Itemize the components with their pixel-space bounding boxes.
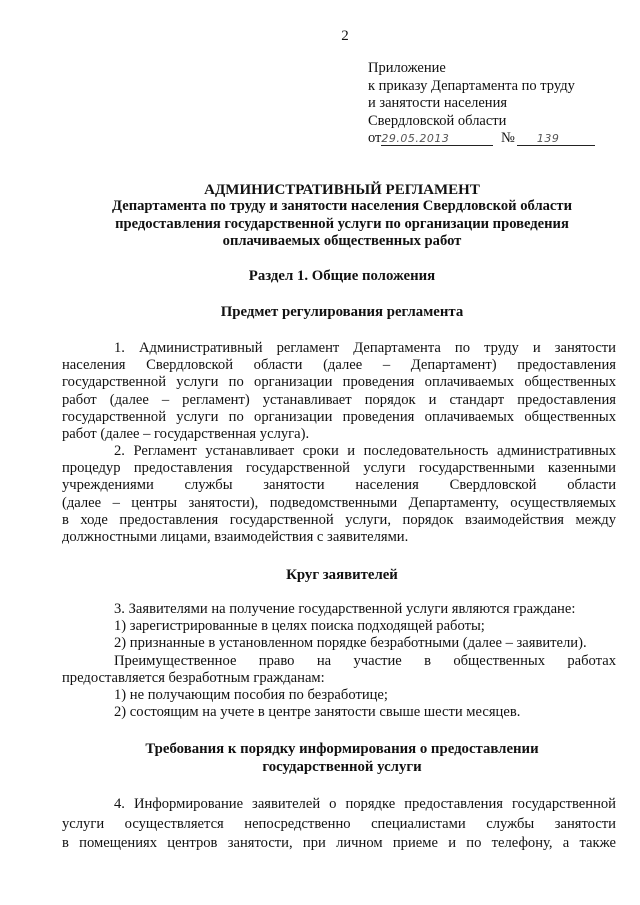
subtitle-line: предоставления государственной услуги по организации проведения [115,215,569,232]
paragraph-line: 3. Заявителями на получение государственной услуги являются граждане: [114,601,576,617]
list-item: 2) признанные в установленном порядке безработными (далее – заявители). [114,635,587,652]
info-heading [62,741,622,776]
applicants-heading: Круг заявителей [286,567,398,583]
paragraph-line: (далее – центры занятости), подведомственными Департаменту, осуществляемых [62,494,616,511]
heading-line: государственной услуги [262,758,422,775]
date-field [381,130,493,146]
paragraph-line: 2. Регламент устанавливает сроки и последовательность административных [114,443,616,459]
page-number: 2 [341,28,349,44]
paragraph-line: процедур предоставления государственной услуги государственными казенными [62,460,616,477]
subtitle-line: оплачиваемых общественных работ [222,233,462,249]
paragraph-line: услуги осуществляется непосредственно специалистами службы занятости [62,815,616,832]
number-handwritten: 139 [536,132,560,146]
paragraph-line: должностными лицами, взаимодействия с заявителями. [62,528,409,545]
appendix-line: Свердловской области [368,112,507,129]
date-prefix: от [368,130,382,147]
subject-heading: Предмет регулирования регламента [220,304,464,320]
list-item: 2) состоящим на учете в центре занятости свыше шести месяцев. [114,704,521,721]
document-subtitle [62,198,622,251]
paragraph-line: в помещениях центров занятости, при личном приеме и по телефону, а также [62,835,616,851]
appendix-date-line [368,130,595,148]
heading-line: Требования к порядку информирования о предоставлении [145,741,539,757]
paragraph-2 [62,443,616,546]
appendix-line: и занятости населения [368,95,507,112]
appendix-block [368,60,595,148]
paragraph-line: в ходе предоставления государственной услуги, порядок взаимодействия между [62,511,616,528]
appendix-line: к приказу Департамента по труду [368,77,575,94]
list-item: 1) не получающим пособия по безработице; [114,686,388,703]
document-title: АДМИНИСТРАТИВНЫЙ РЕГЛАМЕНТ [204,182,480,198]
number-field [517,130,595,146]
paragraph-line: 4. Информирование заявителей о порядке предоставления государственной [114,796,616,812]
paragraph-line: населения Свердловской области (далее – Департамент) предоставления [62,357,616,374]
paragraph-line: предоставляется безработным гражданам: [62,669,325,686]
paragraph-4 [62,795,616,854]
paragraph-line: государственной услуги по организации проведения оплачиваемых общественных [62,374,616,391]
appendix-line: Приложение [368,60,446,76]
section-heading: Раздел 1. Общие положения [248,268,436,284]
paragraph-1 [62,340,616,443]
paragraph-line: 1. Административный регламент Департамента по труду и занятости [114,340,616,356]
paragraph-line: работ (далее – государственная услуга). [62,425,310,442]
list-item: 1) зарегистрированные в целях поиска подходящей работы; [114,618,485,635]
paragraph-line: работ (далее – регламент) устанавливает порядок и стандарт предоставления [62,391,616,408]
paragraph-line: государственной услуги по организации проведения оплачиваемых общественных [62,408,616,425]
paragraph-line: Преимущественное право на участие в общественных работах [114,652,616,669]
paragraph-3 [62,601,616,721]
number-prefix: № [501,130,515,147]
subtitle-line: Департамента по труду и занятости населения Свердловской области [112,198,572,214]
paragraph-line: учреждениями службы занятости населения Свердловской области [62,477,616,494]
date-handwritten: 29.05.2013 [381,132,450,146]
